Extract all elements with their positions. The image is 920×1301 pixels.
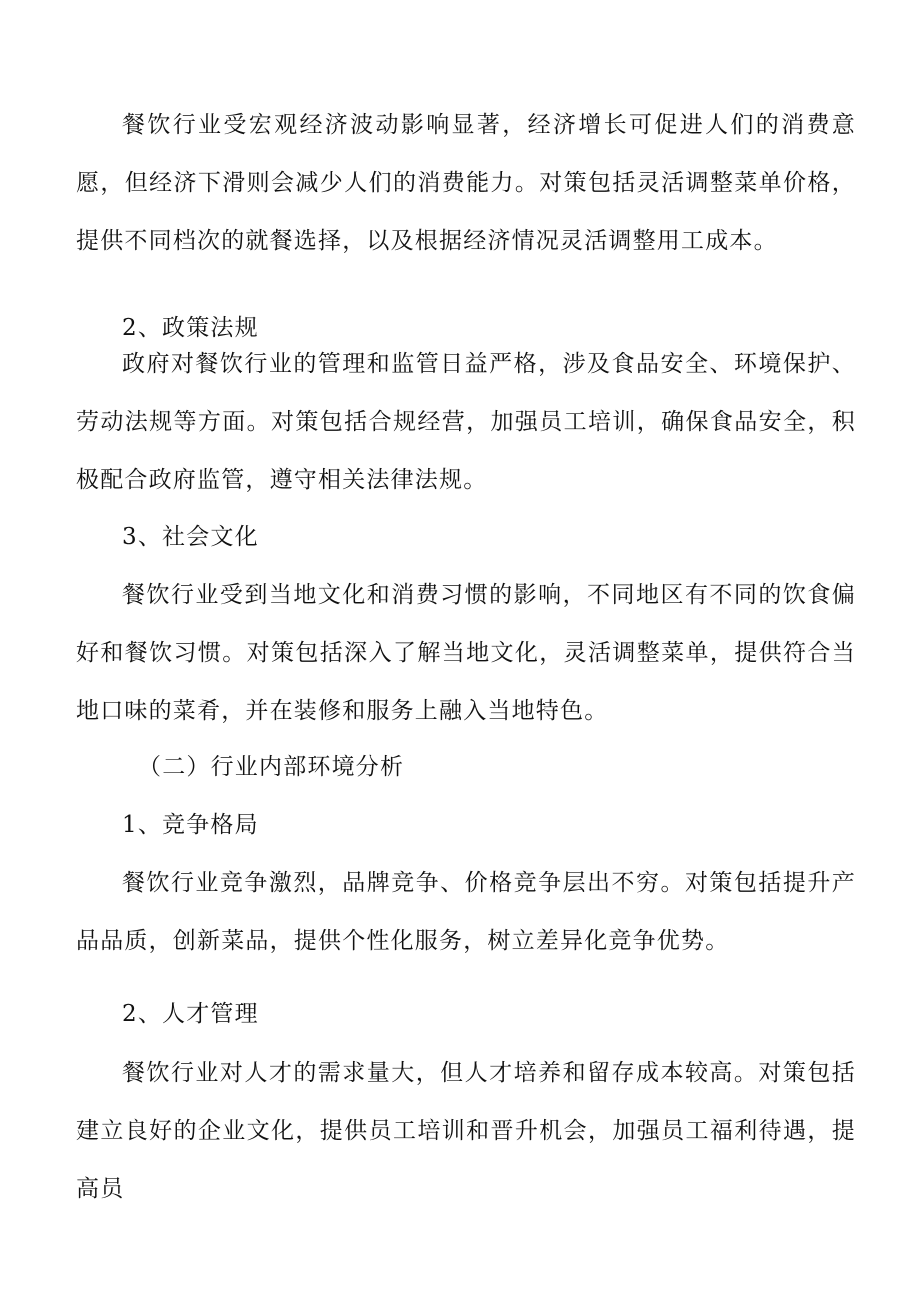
paragraph-economy: 餐饮行业受宏观经济波动影响显著，经济增长可促进人们的消费意愿，但经济下滑则会减少人们的消费能力。对策包括灵活调整菜单价格，提供不同档次的就餐选择，以及根据经济情况灵活调整用工成本。 xyxy=(76,112,856,254)
paragraph-policy: 政府对餐饮行业的管理和监管日益严格，涉及食品安全、环境保护、劳动法规等方面。对策包括合规经营，加强员工培训，确保食品安全，积极配合政府监管，遵守相关法律法规。 xyxy=(76,351,856,493)
heading-culture: 3、社会文化 xyxy=(122,524,259,550)
paragraph-culture: 餐饮行业受到当地文化和消费习惯的影响，不同地区有不同的饮食偏好和餐饮习惯。对策包括深入了解当地文化，灵活调整菜单，提供符合当地口味的菜肴，并在装修和服务上融入当地特色。 xyxy=(76,582,856,724)
section-heading-internal: （二）行业内部环境分析 xyxy=(138,754,405,780)
paragraph-talent: 餐饮行业对人才的需求量大，但人才培养和留存成本较高。对策包括建立良好的企业文化，提供员工培训和晋升机会，加强员工福利待遇，提高员 xyxy=(76,1060,856,1202)
paragraph-competition: 餐饮行业竞争激烈，品牌竞争、价格竞争层出不穷。对策包括提升产品品质，创新菜品，提供个性化服务，树立差异化竞争优势。 xyxy=(76,870,856,954)
heading-competition: 1、竞争格局 xyxy=(122,812,259,838)
heading-talent: 2、人才管理 xyxy=(122,1001,259,1027)
heading-policy: 2、政策法规 xyxy=(122,315,259,341)
